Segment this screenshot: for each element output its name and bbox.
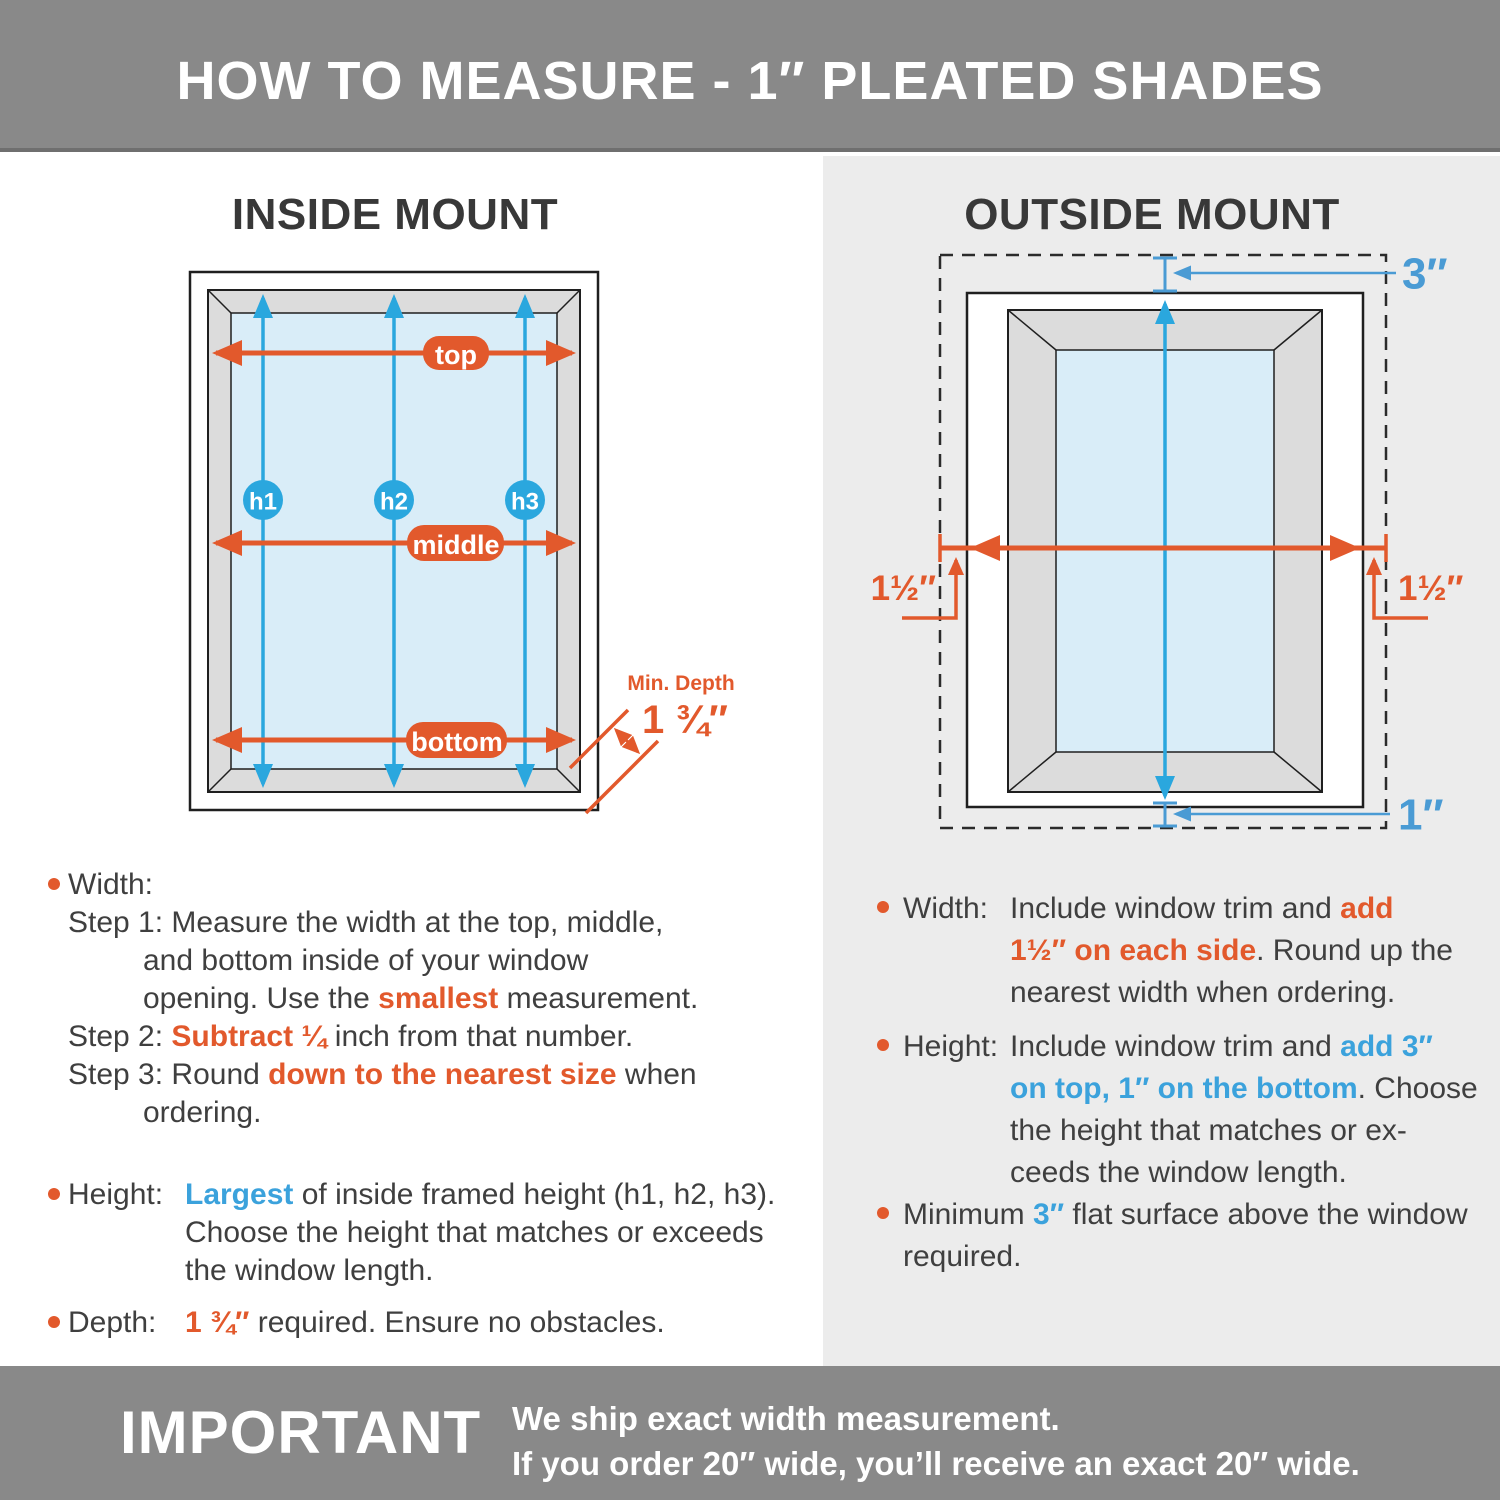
min-depth-value: 1 ¾″ — [642, 698, 728, 742]
instruction-row: Step 2: Subtract ¼ inch from that number. — [68, 1020, 634, 1053]
bullet-icon — [48, 1316, 60, 1328]
header-band — [0, 0, 1500, 152]
instruction-row: ceeds the window length. — [1010, 1156, 1347, 1189]
inside-width-instructions — [48, 866, 698, 1132]
top-gap-label: 3″ — [1402, 249, 1448, 299]
instruction-row: and bottom inside of your window — [143, 944, 589, 977]
important-note-line2: If you order 20″ wide, you’ll receive an exact 20″ wide. — [512, 1445, 1360, 1482]
instruction-row: Width: — [48, 866, 698, 904]
instruction-row: Choose the height that matches or exceeds — [185, 1216, 764, 1249]
bullet-icon — [877, 1207, 889, 1219]
important-note-line1: We ship exact width measurement. — [512, 1400, 1060, 1437]
instruction-row: opening. Use the smallest measurement. — [143, 982, 699, 1015]
instruction-row: Step 3: Round down to the nearest size when — [68, 1058, 697, 1091]
instruction-row: Depth: 1 ¾″ required. Ensure no obstacles. — [48, 1304, 665, 1342]
bottom-pill-label: bottom — [411, 727, 503, 757]
instruction-row: ordering. — [143, 1096, 262, 1129]
instruction-row: the window length. — [185, 1254, 434, 1287]
instruction-row: the height that matches or ex- — [1010, 1114, 1407, 1147]
min-depth-caption: Min. Depth — [627, 672, 735, 695]
inside-mount-title: INSIDE MOUNT — [231, 190, 559, 239]
middle-pill-label: middle — [412, 530, 500, 560]
h1-label: h1 — [248, 488, 278, 516]
h2-label: h2 — [379, 488, 409, 516]
instruction-row: Height: Largest of inside framed height (h1, h2, h3). — [48, 1176, 775, 1214]
instruction-row: Height: Include window trim and add 3″ — [877, 1026, 1478, 1068]
important-note — [512, 1396, 1360, 1486]
h3-label: h3 — [510, 488, 540, 516]
left-gap-label: 1½″ — [870, 569, 936, 608]
bullet-icon — [48, 1188, 60, 1200]
top-gap-indicator — [1153, 258, 1396, 291]
inside-depth-instructions — [48, 1304, 665, 1342]
instruction-row: on top, 1″ on the bottom. Choose — [1010, 1072, 1478, 1105]
outside-mount-diagram — [860, 245, 1480, 845]
instruction-row: required. — [903, 1240, 1022, 1273]
outside-minimum-instructions — [877, 1194, 1468, 1278]
depth-double-arrow — [616, 730, 638, 752]
bullet-icon — [877, 1039, 889, 1051]
bullet-icon — [877, 901, 889, 913]
instruction-row: Minimum 3″ flat surface above the window — [877, 1194, 1468, 1236]
outside-mount-title: OUTSIDE MOUNT — [964, 190, 1340, 239]
inside-height-instructions — [48, 1176, 775, 1290]
outside-width-instructions — [877, 888, 1453, 1014]
top-pill-label: top — [435, 340, 477, 370]
instruction-row: Width: Include window trim and add — [877, 888, 1453, 930]
instruction-row: 1½″ on each side. Round up the — [1010, 934, 1453, 967]
important-title: IMPORTANT — [120, 1399, 482, 1466]
outside-height-instructions — [877, 1026, 1478, 1194]
page-title: HOW TO MEASURE - 1″ PLEATED SHADES — [176, 51, 1324, 111]
inside-mount-diagram — [130, 250, 790, 850]
bullet-icon — [48, 878, 60, 890]
right-gap-label: 1½″ — [1398, 569, 1464, 608]
instruction-row: Step 1: Measure the width at the top, middle, — [68, 906, 664, 939]
instruction-row: nearest width when ordering. — [1010, 976, 1396, 1009]
bottom-gap-label: 1″ — [1398, 790, 1444, 840]
